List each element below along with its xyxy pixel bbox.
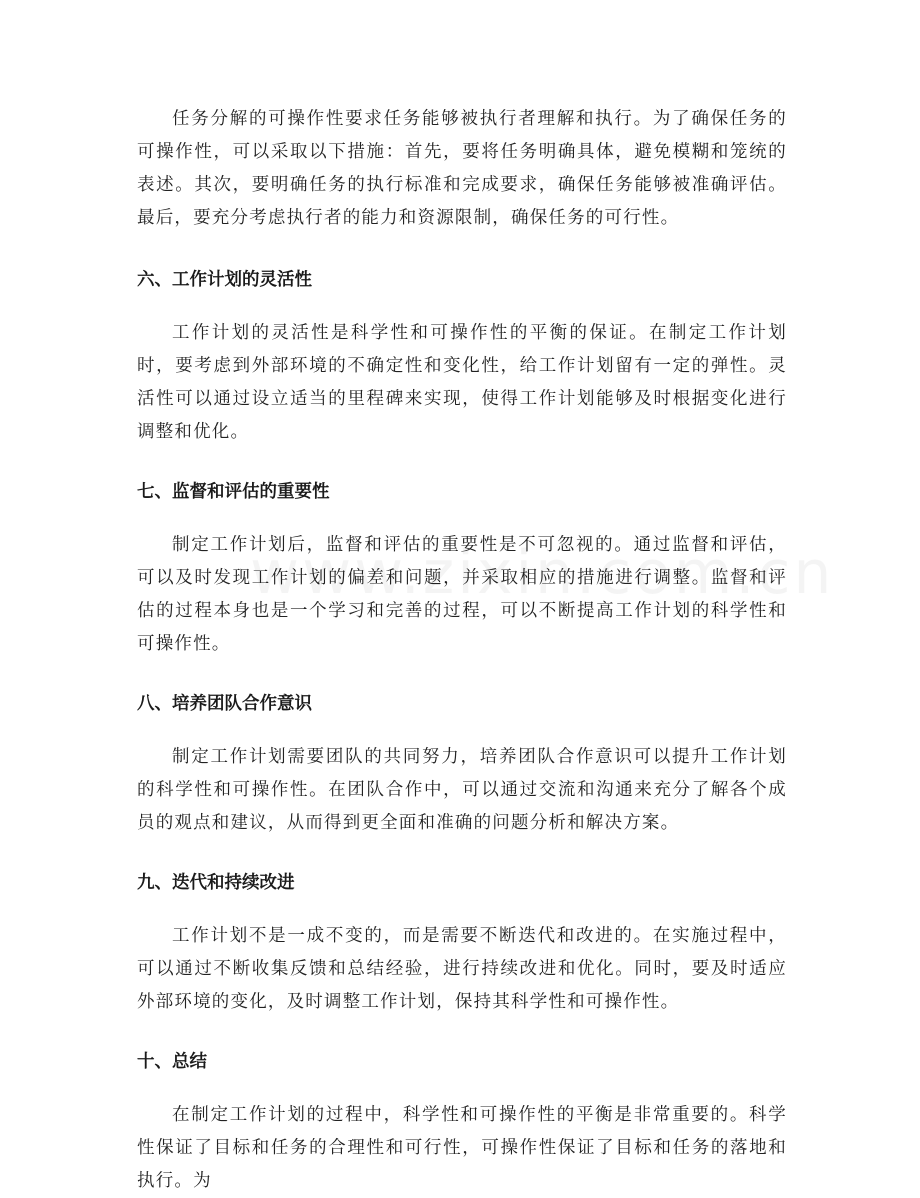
section-9-heading: 九、迭代和持续改进 <box>137 873 295 893</box>
section-6-paragraph: 工作计划的灵活性是科学性和可操作性的平衡的保证。在制定工作计划时，要考虑到外部环境的不确定性和变化性，给工作计划留有一定的弹性。灵活性可以通过设立适当的里程碑来实现，使得工作计划能够及时根据变化进行调整和优化。 <box>137 323 787 442</box>
section-10-paragraph: 在制定工作计划的过程中，科学性和可操作性的平衡是非常重要的。科学性保证了目标和任务的合理性和可行性，可操作性保证了目标和任务的落地和执行。为 <box>137 1105 787 1191</box>
document-body <box>137 103 787 1198</box>
section-6-heading: 六、工作计划的灵活性 <box>137 270 312 290</box>
section-7-paragraph: 制定工作计划后，监督和评估的重要性是不可忽视的。通过监督和评估，可以及时发现工作计划的偏差和问题，并采取相应的措施进行调整。监督和评估的过程本身也是一个学习和完善的过程，可以不断提高工作计划的科学性和可操作性。 <box>137 535 787 654</box>
section-8-heading: 八、培养团队合作意识 <box>137 694 312 714</box>
section-10-heading: 十、总结 <box>137 1052 207 1072</box>
section-8-paragraph: 制定工作计划需要团队的共同努力，培养团队合作意识可以提升工作计划的科学性和可操作性。在团队合作中，可以通过交流和沟通来充分了解各个成员的观点和建议，从而得到更全面和准确的问题分析和解决方案。 <box>137 747 787 833</box>
section-9-paragraph: 工作计划不是一成不变的，而是需要不断迭代和改进的。在实施过程中，可以通过不断收集反馈和总结经验，进行持续改进和优化。同时，要及时适应外部环境的变化，及时调整工作计划，保持其科学性和可操作性。 <box>137 926 787 1012</box>
intro-paragraph: 任务分解的可操作性要求任务能够被执行者理解和执行。为了确保任务的可操作性，可以采取以下措施：首先，要将任务明确具体，避免模糊和笼统的表述。其次，要明确任务的执行标准和完成要求，确保任务能够被准确评估。最后，要充分考虑执行者的能力和资源限制，确保任务的可行性。 <box>137 109 787 228</box>
section-7-heading: 七、监督和评估的重要性 <box>137 482 330 502</box>
